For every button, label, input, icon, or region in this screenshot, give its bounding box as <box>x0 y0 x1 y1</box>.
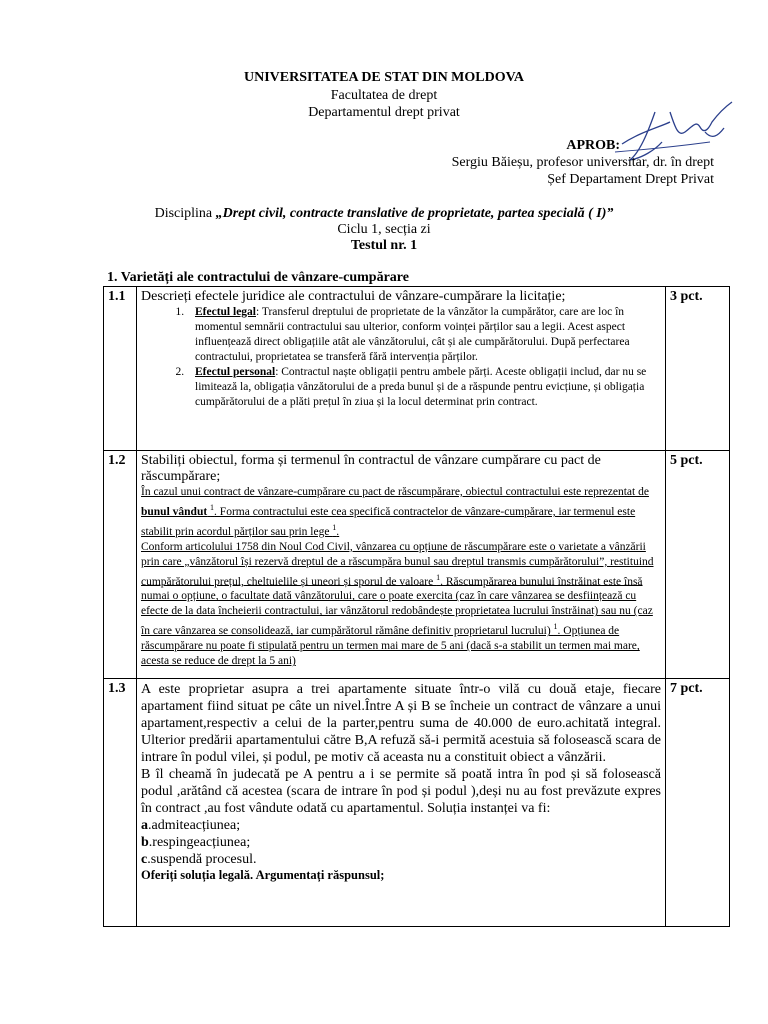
question-text: Descrieți efectele juridice ale contractului de vânzare-cumpărare la licitație; <box>141 289 566 304</box>
option-letter: b <box>141 835 149 850</box>
question-number: 1.2 <box>104 451 137 679</box>
question-points: 5 pct. <box>666 451 730 679</box>
answer-paragraph <box>141 540 661 670</box>
question-number: 1.1 <box>104 287 137 451</box>
question-content <box>137 679 666 927</box>
option-letter: a <box>141 818 148 833</box>
answer-text: . Forma contractului este cea specifică contractelor de vânzare-cumpărare, iar termenul este stabilit prin acordul părților sau prin lege <box>141 505 636 538</box>
footnote-ref: 1 <box>210 503 215 512</box>
discipline-prefix: Disciplina <box>154 206 216 221</box>
question-content <box>137 451 666 679</box>
discipline-name: „Drept civil, contracte translative de proprietate, partea specială ( I)” <box>215 206 614 221</box>
task-instruction: Oferiți soluția legală. Argumentați răspunsul; <box>141 868 385 882</box>
answer-list <box>141 305 661 410</box>
section-title: 1. Varietăți ale contractului de vânzare-cumpărare <box>107 270 409 285</box>
question-content <box>137 287 666 451</box>
answer-item <box>187 365 661 410</box>
answer-bold-term: bunul vândut <box>141 505 208 518</box>
question-paragraph: B îl cheamă în judecată pe A pentru a i se permite să poată intra în pod și să folosească podul ,arătând că acestea (scara de intrare în pod și podul ),deși nu au fost prevăzute expres în contract ,au fost vândute odată cu apartamentul. Soluția instanței va fi: <box>141 767 661 816</box>
answer-paragraph <box>141 485 661 540</box>
answer-item-label: Efectul personal <box>195 366 276 378</box>
answer-text: În cazul unui contract de vânzare-cumpărare cu pact de răscumpărare, obiectul contractului este reprezentat de <box>141 486 649 498</box>
question-paragraph: A este proprietar asupra a trei apartamente situate într-o vilă cu două etaje, fiecare apartament fiind situat pe câte un nivel.Între A și B se încheie un contract de vânzare a unui apartament,respectiv a celui de la parter,pentru suma de 40.000 de euro.achitată integral. Ulterior predării apartamentului către B,A refuză să-i permită acestuia să folosească scara de intrare în podul vilei, și podul, pe motiv că aceasta nu a constituit obiect a vânzării. <box>141 682 661 765</box>
answer-item-label: Efectul legal <box>195 306 256 318</box>
answer-text: Conform articolului 1758 din Noul Cod Civil, vânzarea cu opțiune de răscumpărare este o varietate a vânzării prin care „vânzătorul își rezervă dreptul de a răscumpăra bunul sau dreptul transmis cumpărătorului”, restituind cumpărătorului prețul, cheltuielile și uneori și sporul de valoare <box>141 540 654 588</box>
option-text: .suspendă procesul. <box>147 852 257 867</box>
question-points: 7 pct. <box>666 679 730 927</box>
question-row-1-1 <box>104 287 730 451</box>
option-c <box>141 851 661 868</box>
footnote-ref: 1 <box>332 522 337 532</box>
answer-item-text: : Contractul naște obligații pentru ambele părți. Aceste obligații includ, dar nu se limitează la, obligația vânzătorului de a preda bunul și de a răspunde pentru evicțiune, și obligația cumpărătorului de a plăti prețul în ziua și la locul determinat prin contract. <box>195 366 647 408</box>
option-a <box>141 817 661 834</box>
answer-text: . <box>336 525 340 538</box>
discipline-line <box>0 205 768 222</box>
option-b <box>141 834 661 851</box>
answer-text: . Opțiunea de răscumpărare nu poate fi stipulată pentru un termen mai mare de 5 ani (dacă s-a stabilit un termen mai mare, acesta se reduce de drept la 5 ani) <box>141 625 640 668</box>
question-points: 3 pct. <box>666 287 730 451</box>
approver-name: Sergiu Băieșu, profesor universitar, dr. în drept <box>451 155 714 170</box>
question-row-1-3 <box>104 679 730 927</box>
option-letter: c <box>141 852 148 867</box>
department-name: Departamentul drept privat <box>308 105 460 120</box>
answer-item <box>187 305 661 365</box>
footnote-ref: 1 <box>553 622 558 632</box>
questions-table <box>103 286 730 927</box>
university-name: UNIVERSITATEA DE STAT DIN MOLDOVA <box>243 70 525 85</box>
task-text: Oferiți soluția legală. Argumentați răspunsul <box>141 868 381 882</box>
approver-title: Șef Departament Drept Privat <box>547 172 714 187</box>
answer-text: . Răscumpărarea bunului înstrăinat este însă numai o opțiune, o facultate dată vânzătorului, care o poate exercita (caz în care vânzarea se desființează cu efecte de la data încheierii contractului, iar vânzătorul redobândește proprietatea lucrului înstrăinat) sau nu (caz în care vânzarea se consolidează, iar cumpărătorul rămâne definitiv proprietarul lucrului) <box>141 575 653 638</box>
cycle-line: Ciclu 1, secția zi <box>337 222 431 237</box>
faculty-name: Facultatea de drept <box>330 88 438 103</box>
test-number: Testul nr. 1 <box>350 238 418 253</box>
question-number: 1.3 <box>104 679 137 927</box>
question-text: Stabiliți obiectul, forma și termenul în contractul de vânzare cumpărare cu pact de răscumpărare; <box>141 453 601 484</box>
approval-label: APROB: <box>566 138 620 153</box>
option-text: .respingeacțiunea; <box>148 835 251 850</box>
question-row-1-2 <box>104 451 730 679</box>
option-text: .admiteacțiunea; <box>148 818 241 833</box>
answer-item-text: : Transferul dreptului de proprietate de la vânzător la cumpărător, care are loc în momentul semnării contractului sau ulterior, conform voinței părților sau a legii. Acest aspect influențează direct obligațiile atât ale vânzătorului, cât și ale cumpărătorului. După perfectarea contractului, proprietatea se transferă fără intervenția părților. <box>195 306 630 363</box>
footnote-ref: 1 <box>436 572 441 582</box>
